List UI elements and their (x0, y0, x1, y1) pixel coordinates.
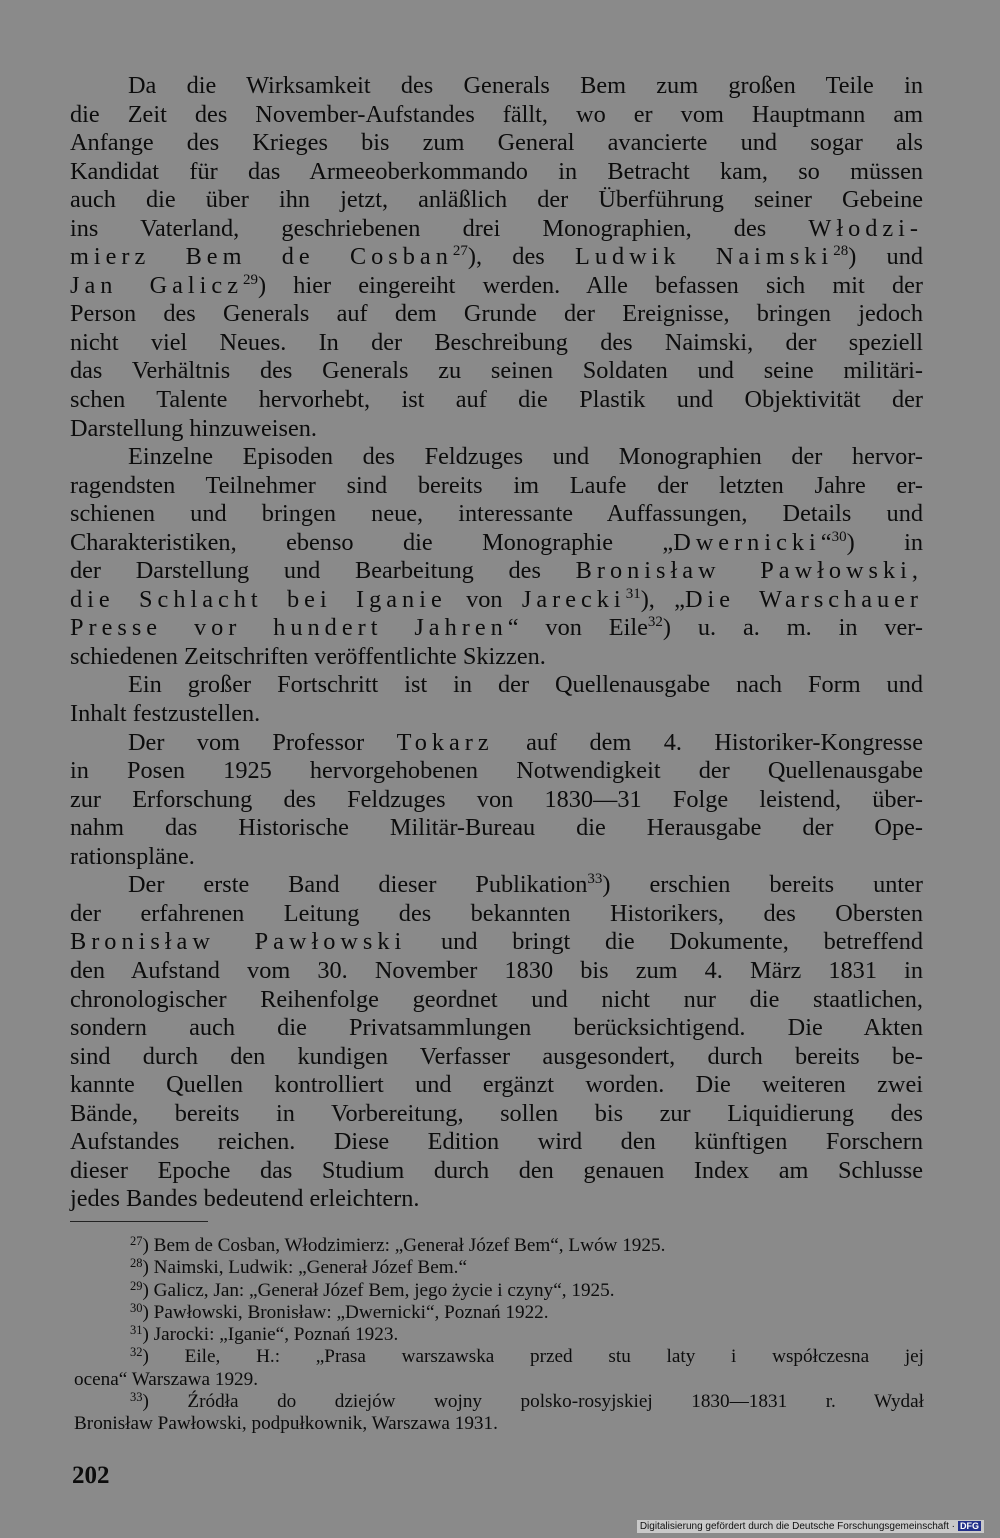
text-span: Der vom Professor (128, 728, 365, 756)
work-title: Presse vor hundert Jahren (70, 614, 508, 642)
footnote-number: 29 (130, 1278, 143, 1293)
text-line: auch die über ihn jetzt, anläßlich der Überführung seiner Gebeine (70, 186, 923, 214)
text-span: auf dem 4. Historiker-Kongresse (526, 728, 924, 756)
author-name: Jarecki (521, 585, 626, 613)
footnote-32 (74, 1346, 924, 1368)
text-span: ) und (848, 243, 923, 271)
text-span: ) u. a. m. in ver- (662, 614, 924, 642)
footnote-number: 31 (130, 1323, 143, 1338)
text-line (70, 871, 923, 900)
text-line (70, 272, 923, 301)
text-span: “ von Eile (507, 614, 648, 642)
text-line: dieser Epoche das Studium durch den genauen Index am Schlusse (70, 1156, 923, 1184)
text-line: Bände, bereits in Vorbereitung, sollen bis zur Liquidierung des (70, 1099, 923, 1127)
text-line: ragendsten Teilnehmer sind bereits im Laufe der letzten Jahre er- (70, 471, 923, 499)
text-line: kannte Quellen kontrolliert und ergänzt worden. Die weiteren zwei (70, 1071, 923, 1099)
text-line (70, 529, 923, 558)
work-title: Die Warschauer (684, 585, 924, 613)
text-line: Darstellung hinzuweisen. (70, 414, 317, 442)
footnote-text: ) Jarocki: „Iganie“, Poznań 1923. (142, 1324, 399, 1346)
text-line: zur Erforschung des Feldzuges von 1830—31 Folge leistend, über- (70, 785, 923, 813)
footnote-ref: 33 (587, 871, 603, 888)
text-line: den Aufstand vom 30. November 1830 bis zum 4. März 1831 in (70, 956, 923, 984)
text-line (70, 729, 923, 758)
footnote-ref: 31 (625, 585, 641, 602)
text-line: Person des Generals auf dem Grunde der Ereignisse, bringen jedoch (70, 300, 923, 328)
footnote-ref: 29 (243, 271, 258, 288)
footnote-30 (74, 1302, 924, 1324)
text-line: in Posen 1925 hervorgehobenen Notwendigkeit der Quellenausgabe (70, 757, 923, 785)
text-line: nahm das Historische Militär-Bureau die Herausgabe der Ope- (70, 814, 923, 842)
footnote-28 (74, 1257, 924, 1279)
digitization-credit (637, 1520, 984, 1533)
text-line: rationspläne. (70, 842, 195, 870)
work-title: Dwernicki (673, 528, 821, 556)
text-line: chronologischer Reihenfolge geordnet und nicht nur die staatlichen, (70, 985, 923, 1013)
text-line (70, 614, 923, 643)
text-span: der Darstellung und Bearbeitung des (70, 557, 541, 585)
footnote-ref: 27 (452, 243, 468, 260)
footnote-ref: 30 (831, 528, 847, 545)
footnote-29 (74, 1280, 924, 1302)
text-span: ) in (846, 528, 923, 556)
footnote-text: ) Bem de Cosban, Włodzimierz: „Generał Józef Bem“, Lwów 1925. (142, 1235, 666, 1256)
footnote-number: 28 (130, 1256, 143, 1271)
text-span: Charakteristiken, ebenso die Monographie „ (70, 528, 674, 556)
text-span: ) erschien bereits unter (602, 871, 923, 899)
main-text (70, 72, 923, 1214)
text-line: schiedenen Zeitschriften veröffentlichte Skizzen. (70, 642, 546, 670)
footnote-33-cont: Bronisław Pawłowski, podpułkownik, Warszawa 1931. (74, 1413, 498, 1435)
author-name: Jan Galicz (70, 271, 243, 299)
footnote-ref: 28 (833, 243, 849, 260)
author-name: Bronisław Pawłowski, (575, 557, 923, 585)
dfg-logo: DFG (960, 1521, 979, 1531)
text-line: die Zeit des November-Aufstandes fällt, wo er vom Hauptmann am (70, 100, 923, 128)
footnote-number: 33 (130, 1390, 143, 1405)
footnote-33 (74, 1391, 924, 1413)
footnote-ref: 32 (647, 614, 663, 631)
footnote-number: 32 (130, 1345, 143, 1360)
footnote-number: 30 (130, 1300, 143, 1315)
text-span: “ (820, 528, 832, 556)
footnote-divider (70, 1221, 208, 1222)
author-name: Włodzi- (808, 214, 923, 242)
text-line: Anfange des Krieges bis zum General avancierte und sogar als (70, 129, 923, 157)
text-span: Der erste Band dieser Publikation (128, 871, 588, 899)
text-line (70, 586, 923, 615)
text-span: ), „ (640, 585, 685, 613)
credit-text: Digitalisierung gefördert durch die Deutsche Forschungsgemeinschaft · (639, 1521, 955, 1532)
text-line: Aufstandes reichen. Diese Edition wird den künftigen Forschern (70, 1128, 923, 1156)
text-line: das Verhältnis des Generals zu seinen Soldaten und seine militäri- (70, 357, 923, 385)
text-span: und bringt die Dokumente, betreffend (406, 928, 923, 956)
text-line: Inhalt festzustellen. (70, 700, 261, 728)
text-line (70, 243, 923, 272)
text-line: der erfahrenen Leitung des bekannten Historikers, des Obersten (70, 899, 923, 927)
author-name: Tokarz (396, 728, 494, 756)
footnote-text: ) Eile, H.: „Prasa warszawska przed stu laty i współczesna jej (142, 1346, 924, 1368)
footnote-text: ) Naimski, Ludwik: „Generał Józef Bem.“ (142, 1257, 467, 1279)
footnote-number: 27 (130, 1234, 143, 1248)
text-line: nicht viel Neues. In der Beschreibung des Naimski, der speziell (70, 328, 923, 356)
footnote-text: ) Pawłowski, Bronisław: „Dwernicki“, Poznań 1922. (142, 1301, 549, 1323)
text-span: ), des (467, 243, 545, 271)
text-line: Ein großer Fortschritt ist in der Quellenausgabe nach Form und (128, 671, 923, 699)
text-span: ins Vaterland, geschriebenen drei Monographien, des (70, 214, 767, 242)
text-span: ) hier eingereiht werden. Alle befassen sich mit der (258, 271, 923, 299)
text-line (70, 215, 923, 244)
text-line (70, 557, 923, 586)
work-title: die Schlacht bei Iganie (70, 585, 447, 613)
text-line: sondern auch die Privatsammlungen berücksichtigend. Die Akten (70, 1014, 923, 1042)
footnote-27 (74, 1235, 924, 1257)
text-line: Kandidat für das Armeeoberkommando in Betracht kam, so müssen (70, 157, 923, 185)
text-span: von (446, 585, 522, 613)
text-line: Da die Wirksamkeit des Generals Bem zum großen Teile in (128, 72, 923, 99)
text-line: Einzelne Episoden des Feldzuges und Monographien der hervor- (128, 443, 923, 471)
text-line: schienen und bringen neue, interessante Auffassungen, Details und (70, 500, 923, 528)
text-line: sind durch den kundigen Verfasser ausgesondert, durch bereits be- (70, 1042, 923, 1070)
footnotes (74, 1235, 924, 1436)
footnote-32-cont: ocena“ Warszawa 1929. (74, 1368, 259, 1390)
author-name: mierz Bem de Cosban (70, 243, 453, 271)
footnote-text: ) Źródła do dziejów wojny polsko-rosyjskiej 1830—1831 r. Wydał (142, 1391, 924, 1413)
author-name: Ludwik Naimski (574, 243, 834, 271)
footnote-text: ) Galicz, Jan: „Generał Józef Bem, jego życie i czyny“, 1925. (142, 1279, 615, 1301)
author-name: Bronisław Pawłowski (70, 928, 407, 956)
text-line (70, 928, 923, 957)
text-line: jedes Bandes bedeutend erleichtern. (70, 1185, 420, 1213)
page-number: 202 (72, 1462, 110, 1489)
text-line: schen Talente hervorhebt, ist auf die Plastik und Objektivität der (70, 386, 923, 414)
footnote-31 (74, 1324, 924, 1346)
